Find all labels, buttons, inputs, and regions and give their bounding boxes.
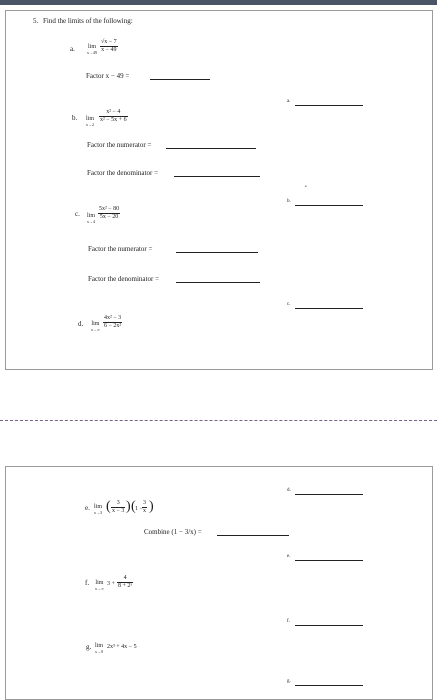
denominator: x − 3 — [112, 508, 125, 514]
part-c-fraction — [98, 206, 120, 221]
part-c-marker: c. — [75, 210, 80, 218]
part-g-lim — [95, 643, 103, 654]
answer-g-marker: g. — [287, 679, 291, 684]
numerator: 4 — [123, 575, 127, 581]
lim-subscript: x→∞ — [91, 327, 100, 332]
part-g-expression: 2x³ + 4x − 5 — [107, 644, 137, 650]
part-e-one-minus: 1 − — [135, 506, 143, 512]
part-b-fraction — [99, 109, 128, 124]
part-c-lim — [87, 213, 95, 224]
denominator: x — [143, 508, 146, 514]
part-d-lim — [91, 321, 100, 332]
part-f-lim — [95, 580, 104, 591]
lim-text: lim — [94, 504, 103, 510]
part-c-factor-numerator-label: Factor the numerator = — [88, 245, 153, 253]
top-bar — [0, 0, 437, 5]
denominator: x − 49 — [101, 47, 117, 53]
problem-number: 5. — [33, 17, 39, 25]
numerator: x² − 4 — [106, 109, 121, 115]
part-b-factor-denominator-label: Factor the denominator = — [87, 169, 159, 177]
part-b-denominator-line[interactable] — [174, 176, 260, 177]
part-d-marker: d. — [78, 320, 84, 328]
part-e-combine-label: Combine (1 − 3/x) = — [144, 528, 202, 536]
answer-c-marker: c. — [287, 302, 291, 307]
part-a-lim — [87, 44, 97, 55]
answer-f-marker: f. — [287, 619, 290, 624]
answer-c-line[interactable] — [295, 308, 363, 309]
numerator: 3 — [143, 500, 146, 506]
part-d-fraction — [103, 315, 122, 330]
part-g-marker: g. — [86, 643, 92, 651]
lim-text: lim — [95, 580, 104, 586]
lim-subscript: x→∞ — [95, 586, 104, 591]
lim-subscript: x→2 — [86, 122, 94, 127]
page-break-divider — [0, 420, 437, 421]
lim-text: lim — [87, 213, 96, 219]
lim-subscript: x→49 — [87, 50, 97, 55]
lim-text: lim — [87, 44, 96, 50]
lim-subscript: x→4 — [87, 219, 95, 224]
part-e-fraction-2 — [142, 500, 147, 515]
answer-g-line[interactable] — [295, 685, 363, 686]
part-b-marker: b. — [72, 114, 78, 122]
part-a-fraction — [100, 39, 118, 54]
part-b-lim — [86, 116, 94, 127]
numerator: √x − 7 — [101, 39, 117, 45]
worksheet-panel-bottom — [5, 466, 433, 700]
right-paren-1: ) — [126, 499, 131, 514]
part-a-marker: a. — [70, 45, 75, 53]
part-b-numerator-line[interactable] — [166, 148, 256, 149]
lim-text: lim — [86, 116, 95, 122]
answer-a-marker: a. — [287, 99, 291, 104]
denominator: 6 − 2x² — [104, 323, 122, 329]
part-c-factor-denominator-label: Factor the denominator = — [88, 275, 160, 283]
part-c-numerator-line[interactable] — [176, 252, 258, 253]
answer-b-line[interactable] — [295, 205, 363, 206]
answer-e-line[interactable] — [295, 560, 363, 561]
problem-instruction: Find the limits of the following: — [43, 17, 133, 25]
part-a-factor-label: Factor x − 49 = — [86, 72, 130, 80]
answer-d-line[interactable] — [295, 494, 363, 495]
numerator: 5x² − 80 — [99, 206, 120, 212]
part-e-lim — [94, 504, 102, 515]
answer-e-marker: e. — [287, 554, 291, 559]
right-paren-2: ) — [149, 499, 154, 514]
lim-subscript: x→0 — [95, 649, 103, 654]
part-e-marker: e. — [85, 504, 90, 512]
worksheet-panel-top — [5, 10, 433, 370]
answer-b-marker: b. — [287, 199, 291, 204]
part-a-factor-line — [150, 79, 210, 80]
part-e-fraction-1 — [111, 500, 125, 515]
part-c-denominator-line[interactable] — [176, 282, 260, 283]
left-paren-1: ( — [106, 499, 111, 514]
part-f-fraction — [117, 575, 133, 590]
answer-f-line[interactable] — [295, 625, 363, 626]
numerator: 4x² − 3 — [104, 315, 122, 321]
lim-subscript: x→3 — [94, 510, 102, 515]
answer-a-line[interactable] — [295, 105, 363, 106]
left-paren-2: ( — [131, 499, 136, 514]
dot-mark: • — [305, 185, 307, 190]
lim-text: lim — [91, 321, 100, 327]
part-f-prefix: 3 + — [107, 581, 115, 587]
part-e-combine-line[interactable] — [217, 535, 289, 536]
numerator: 3 — [116, 500, 120, 506]
lim-text: lim — [95, 643, 104, 649]
answer-d-marker: d. — [287, 488, 291, 493]
denominator: 8 + 2ˣ — [118, 583, 133, 589]
part-b-factor-numerator-label: Factor the numerator = — [87, 141, 152, 149]
denominator: 5x − 20 — [99, 214, 119, 220]
denominator: x² − 5x + 6 — [100, 117, 127, 123]
part-f-marker: f. — [85, 579, 90, 587]
